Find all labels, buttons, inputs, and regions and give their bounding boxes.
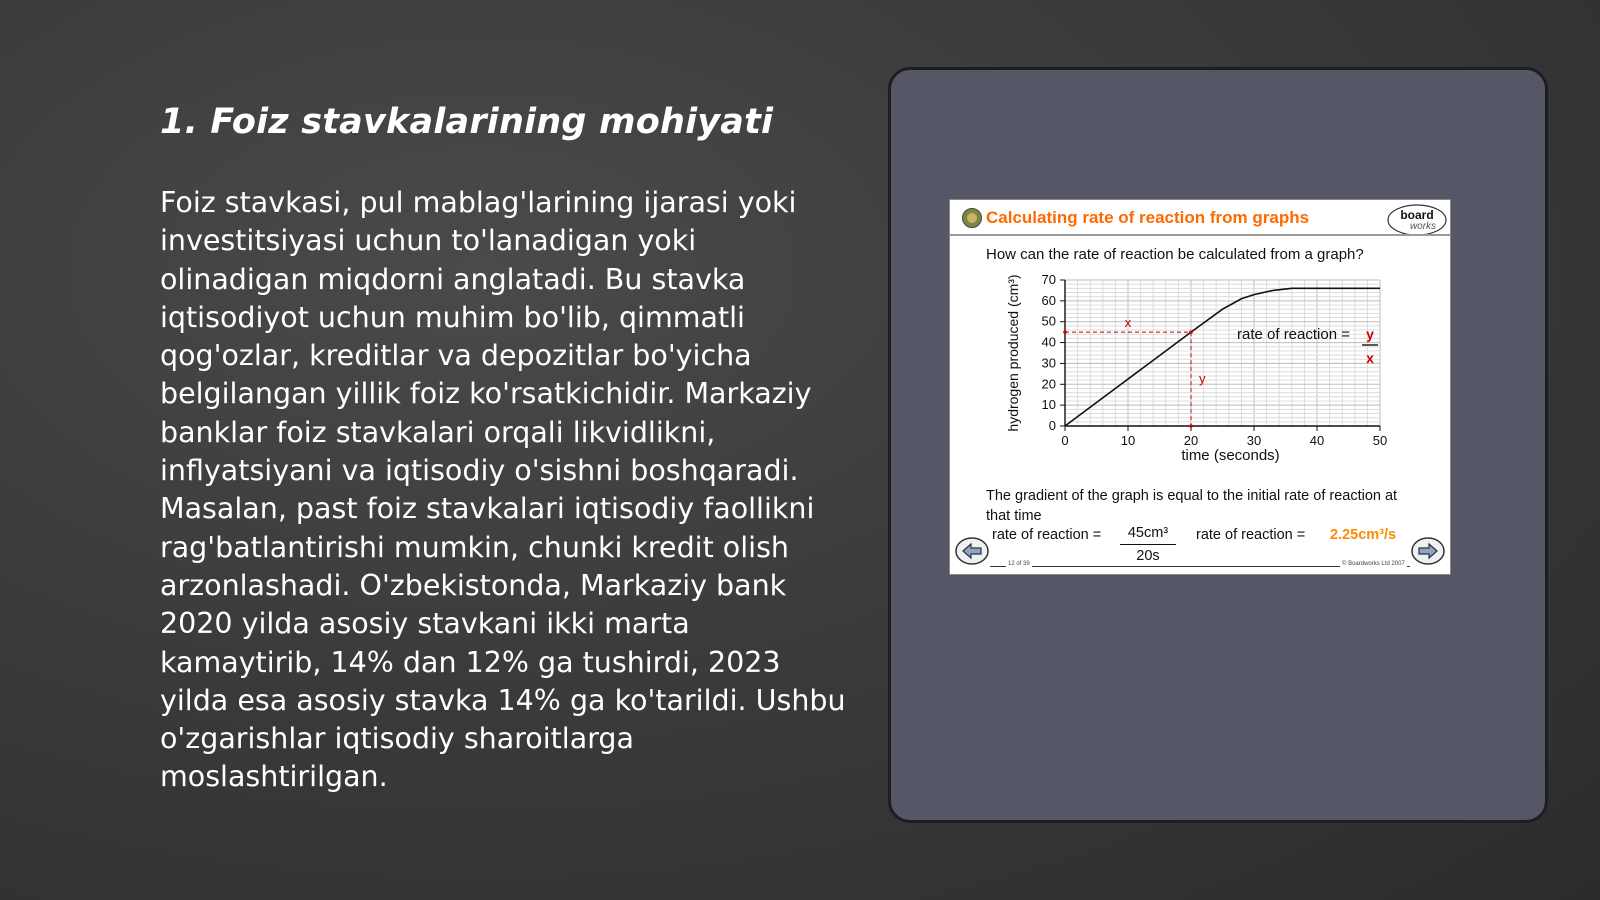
embedded-title-bar (950, 200, 1450, 236)
y-tick-label: 20 (1041, 376, 1056, 392)
embedded-slide-title: Calculating rate of reaction from graphs (986, 208, 1310, 227)
arrow-right-icon[interactable] (1410, 536, 1446, 566)
badge-icon (962, 208, 982, 228)
arrow-left-icon[interactable] (954, 536, 990, 566)
x-tick-label: 30 (1246, 433, 1262, 448)
y-rise-end-marker (1189, 424, 1193, 428)
x-tick-label: 0 (1061, 433, 1069, 448)
fraction-denominator: 20s (1136, 548, 1160, 564)
y-rise-label: y (1199, 371, 1206, 387)
slide-title: 1. Foiz stavkalarining mohiyati (160, 102, 774, 142)
x-tick-label: 20 (1183, 433, 1199, 448)
y-tick-label: 50 (1041, 313, 1056, 329)
tangent-point-marker (1189, 330, 1193, 334)
y-tick-label: 70 (1041, 272, 1056, 287)
rate-result-value: 2.25cm³/s (1330, 527, 1397, 543)
gradient-note: The gradient of the graph is equal to the initial rate of reaction at that time (986, 488, 1398, 524)
fraction-numerator: 45cm³ (1120, 525, 1176, 545)
y-tick-label: 10 (1041, 397, 1056, 413)
svg-text:board: board (1400, 208, 1434, 222)
x-axis-label: time (seconds) (1181, 447, 1280, 464)
rate-annotation-denominator: x (1366, 350, 1374, 366)
x-tick-label: 40 (1309, 433, 1325, 448)
embedded-question: How can the rate of reaction be calculated from a graph? (986, 246, 1364, 263)
rate-result-label: rate of reaction = (1196, 527, 1306, 543)
x-tick-label: 10 (1120, 433, 1136, 448)
footer-page-number: 12 of 39 (1008, 561, 1030, 567)
title-divider (950, 234, 1450, 236)
y-tick-label: 30 (1041, 355, 1056, 371)
y-tick-label: 0 (1048, 418, 1056, 433)
rate-equation-label: rate of reaction = (992, 527, 1102, 543)
y-axis-label: hydrogen produced (cm³) (1005, 274, 1021, 432)
y-tick-label: 60 (1041, 292, 1056, 308)
x-run-label: x (1124, 315, 1132, 331)
boardworks-logo-icon (1386, 201, 1448, 237)
svg-text:works: works (1409, 221, 1437, 232)
rate-annotation-label: rate of reaction = (1237, 326, 1350, 343)
x-tick-label: 50 (1372, 433, 1388, 448)
rate-of-reaction-chart (950, 266, 1450, 482)
rate-fraction (1120, 525, 1176, 564)
y-tick-label: 40 (1041, 334, 1056, 350)
embedded-slide-image (950, 200, 1450, 574)
x-run-start-marker (1063, 330, 1067, 334)
slide-body-text: Foiz stavkasi, pul mablag'larining ijarasi yoki investitsiyasi uchun to'lanadigan yoki olinadigan miqdorni anglatadi. Bu stavka iqtisodiyot uchun muhim bo'lib, qimmatli qog'ozlar, kreditlar va depozitlar bo'yicha belgilangan yillik foiz ko'rsatkichidir. Markaziy banklar foiz stavkalari orqali likvidlikni, inflyatsiyani va iqtisodiy o'sishni boshqaradi. Masalan, past foiz stavkalari iqtisodiy faollikni rag'batlantirishi mumkin, chunki kredit olish arzonlashadi. O'zbekistonda, Markaziy bank 2020 yilda asosiy stavkani ikki marta kamaytirib, 14% dan 12% ga tushirdi, 2023 yilda esa asosiy stavka 14% ga ko'tarildi. Ushbu o'zgarishlar iqtisodiy sharoitlarga moslashtirilgan. (160, 186, 846, 794)
rate-annotation-numerator: y (1366, 326, 1374, 342)
footer-copyright: © Boardworks Ltd 2007 (1342, 561, 1405, 567)
